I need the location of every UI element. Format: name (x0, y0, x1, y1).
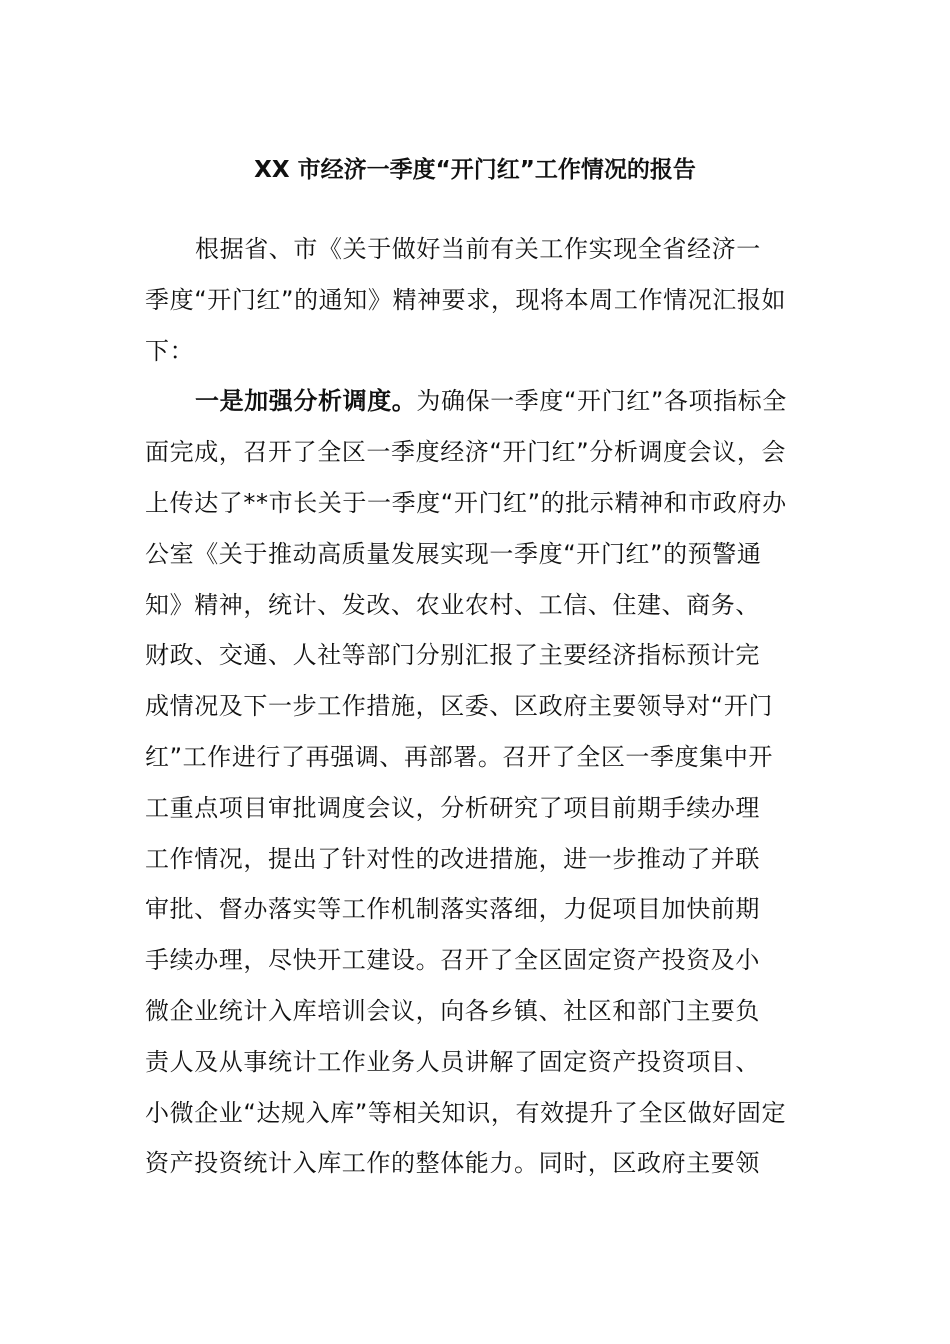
para2-line: 资产投资统计入库工作的整体能力。同时，区政府主要领 (145, 1149, 760, 1178)
para2-line: 工重点项目审批调度会议，分析研究了项目前期手续办理 (145, 793, 760, 822)
para2-line-1-rest: 为确保一季度“开门红”各项指标全 (416, 387, 787, 416)
para2-line: 上传达了**市长关于一季度“开门红”的批示精神和市政府办 (145, 488, 787, 517)
document-title: XX 市经济一季度“开门红”工作情况的报告 (254, 157, 696, 183)
para2-line: 知》精神，统计、发改、农业农村、工信、住建、商务、 (145, 590, 760, 619)
para1-line-1: 根据省、市《关于做好当前有关工作实现全省经济一 (195, 235, 761, 263)
para2-line: 成情况及下一步工作措施，区委、区政府主要领导对“开门 (145, 692, 774, 721)
para2-line: 小微企业“达规入库”等相关知识，有效提升了全区做好固定 (145, 1098, 787, 1127)
document-body (145, 224, 810, 1189)
para2-line: 工作情况，提出了针对性的改进措施，进一步推动了并联 (145, 844, 760, 873)
para2-line: 审批、督办落实等工作机制落实落细，力促项目加快前期 (145, 895, 760, 924)
para2-line: 红”工作进行了再强调、再部署。召开了全区一季度集中开 (145, 742, 774, 771)
para1-line-2: 季度“开门红”的通知》精神要求，现将本周工作情况汇报如 (145, 285, 787, 314)
para2-line: 微企业统计入库培训会议，向各乡镇、社区和部门主要负 (145, 996, 760, 1025)
para2-line: 财政、交通、人社等部门分别汇报了主要经济指标预计完 (145, 641, 760, 670)
para2-line: 面完成，召开了全区一季度经济“开门红”分析调度会议，会 (145, 438, 787, 467)
para2-line: 公室《关于推动高质量发展实现一季度“开门红”的预警通 (145, 539, 762, 568)
para2-line: 手续办理，尽快开工建设。召开了全区固定资产投资及小 (145, 946, 760, 975)
para1-line-3: 下： (145, 336, 195, 365)
para2-line: 责人及从事统计工作业务人员讲解了固定资产投资项目、 (145, 1047, 760, 1076)
para2-heading: 一是加强分析调度。 (195, 387, 417, 416)
para2-line-1 (145, 376, 810, 427)
